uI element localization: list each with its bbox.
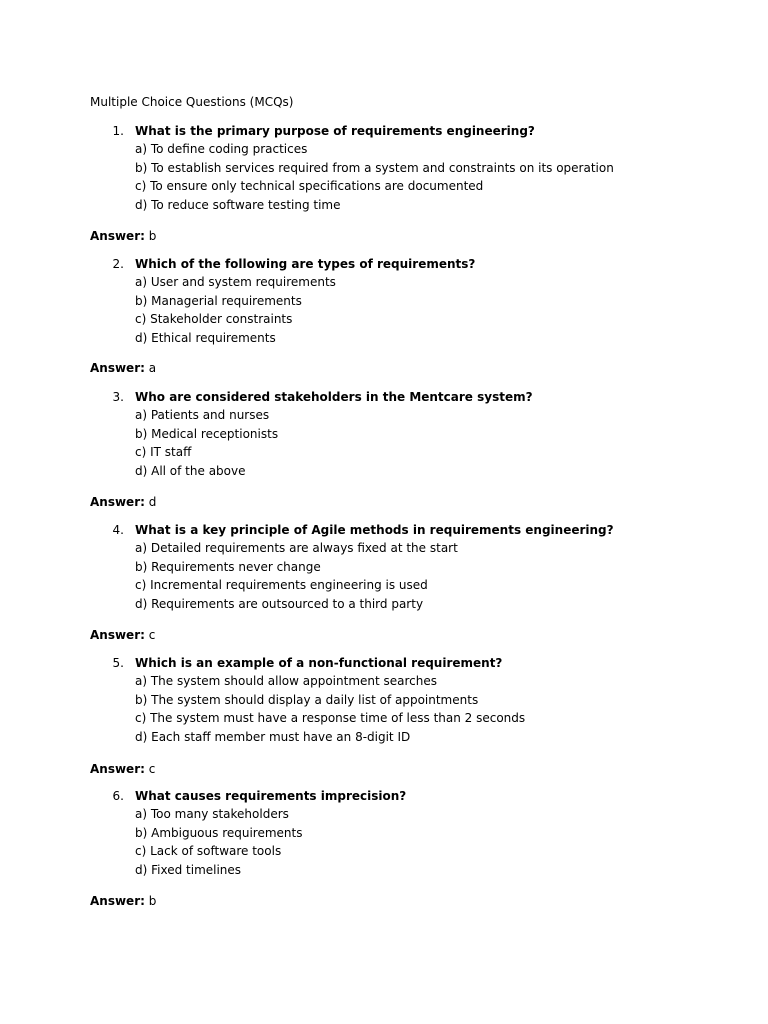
question-text: What is the primary purpose of requirements engineering? <box>135 124 535 138</box>
question-line <box>0 122 768 140</box>
question-2 <box>0 255 768 348</box>
answer-3 <box>90 494 156 510</box>
answer-label: Answer: <box>90 229 145 243</box>
question-line <box>0 787 768 805</box>
answer-value: b <box>148 894 157 908</box>
question-line <box>0 654 768 672</box>
option-a: a) Too many stakeholders <box>135 807 289 821</box>
answer-value: c <box>148 628 156 642</box>
option-b: b) To establish services required from a system and constraints on its operation <box>135 160 614 175</box>
answer-label: Answer: <box>90 894 145 908</box>
option-c: c) Stakeholder constraints <box>135 312 293 327</box>
option-b: b) The system should display a daily list of appointments <box>135 692 479 707</box>
document-title: Multiple Choice Questions (MCQs) <box>90 95 294 109</box>
option-a: a) User and system requirements <box>135 275 336 289</box>
answer-value: b <box>148 229 157 243</box>
option-c: c) To ensure only technical specifications are documented <box>135 179 484 194</box>
answer-value: a <box>148 361 157 375</box>
question-text: Which is an example of a non-functional requirement? <box>135 656 503 670</box>
question-number: 6. <box>112 789 124 803</box>
option-d: d) Each staff member must have an 8-digit ID <box>135 730 411 745</box>
option-b: b) Medical receptionists <box>135 426 279 441</box>
option-c: c) Incremental requirements engineering is used <box>135 578 428 593</box>
answer-label: Answer: <box>90 762 145 776</box>
question-4 <box>0 521 768 614</box>
option-b: b) Ambiguous requirements <box>135 825 303 840</box>
answer-2 <box>90 360 156 376</box>
option-a: a) Detailed requirements are always fixed at the start <box>135 541 458 555</box>
question-line <box>0 255 768 273</box>
answer-value: c <box>148 762 156 776</box>
answer-value: d <box>148 495 157 509</box>
option-a: a) To define coding practices <box>135 142 308 156</box>
option-d: d) Requirements are outsourced to a third party <box>135 597 424 612</box>
option-a: a) The system should allow appointment searches <box>135 674 438 688</box>
question-6 <box>0 787 768 880</box>
question-text: What causes requirements imprecision? <box>135 789 407 803</box>
option-c: c) IT staff <box>135 445 192 460</box>
question-1 <box>0 122 768 215</box>
answer-5 <box>90 761 155 777</box>
question-line <box>0 521 768 539</box>
question-number: 5. <box>112 656 124 670</box>
answer-label: Answer: <box>90 628 145 642</box>
option-c: c) Lack of software tools <box>135 844 282 859</box>
answer-label: Answer: <box>90 495 145 509</box>
question-line <box>0 388 768 406</box>
option-c: c) The system must have a response time of less than 2 seconds <box>135 711 526 726</box>
option-a: a) Patients and nurses <box>135 408 270 422</box>
question-3 <box>0 388 768 481</box>
answer-1 <box>90 228 156 244</box>
option-d: d) Ethical requirements <box>135 331 276 346</box>
option-b: b) Requirements never change <box>135 559 321 574</box>
answer-6 <box>90 893 156 909</box>
option-d: d) Fixed timelines <box>135 863 242 878</box>
question-number: 3. <box>112 390 124 404</box>
option-d: d) To reduce software testing time <box>135 198 341 213</box>
question-text: Which of the following are types of requirements? <box>135 257 476 271</box>
question-number: 2. <box>112 257 124 271</box>
question-number: 4. <box>112 523 124 537</box>
question-number: 1. <box>112 124 124 138</box>
option-b: b) Managerial requirements <box>135 293 302 308</box>
option-d: d) All of the above <box>135 464 246 479</box>
question-text: Who are considered stakeholders in the Mentcare system? <box>135 390 533 404</box>
question-text: What is a key principle of Agile methods in requirements engineering? <box>135 523 614 537</box>
question-5 <box>0 654 768 747</box>
answer-label: Answer: <box>90 361 145 375</box>
answer-4 <box>90 627 155 643</box>
